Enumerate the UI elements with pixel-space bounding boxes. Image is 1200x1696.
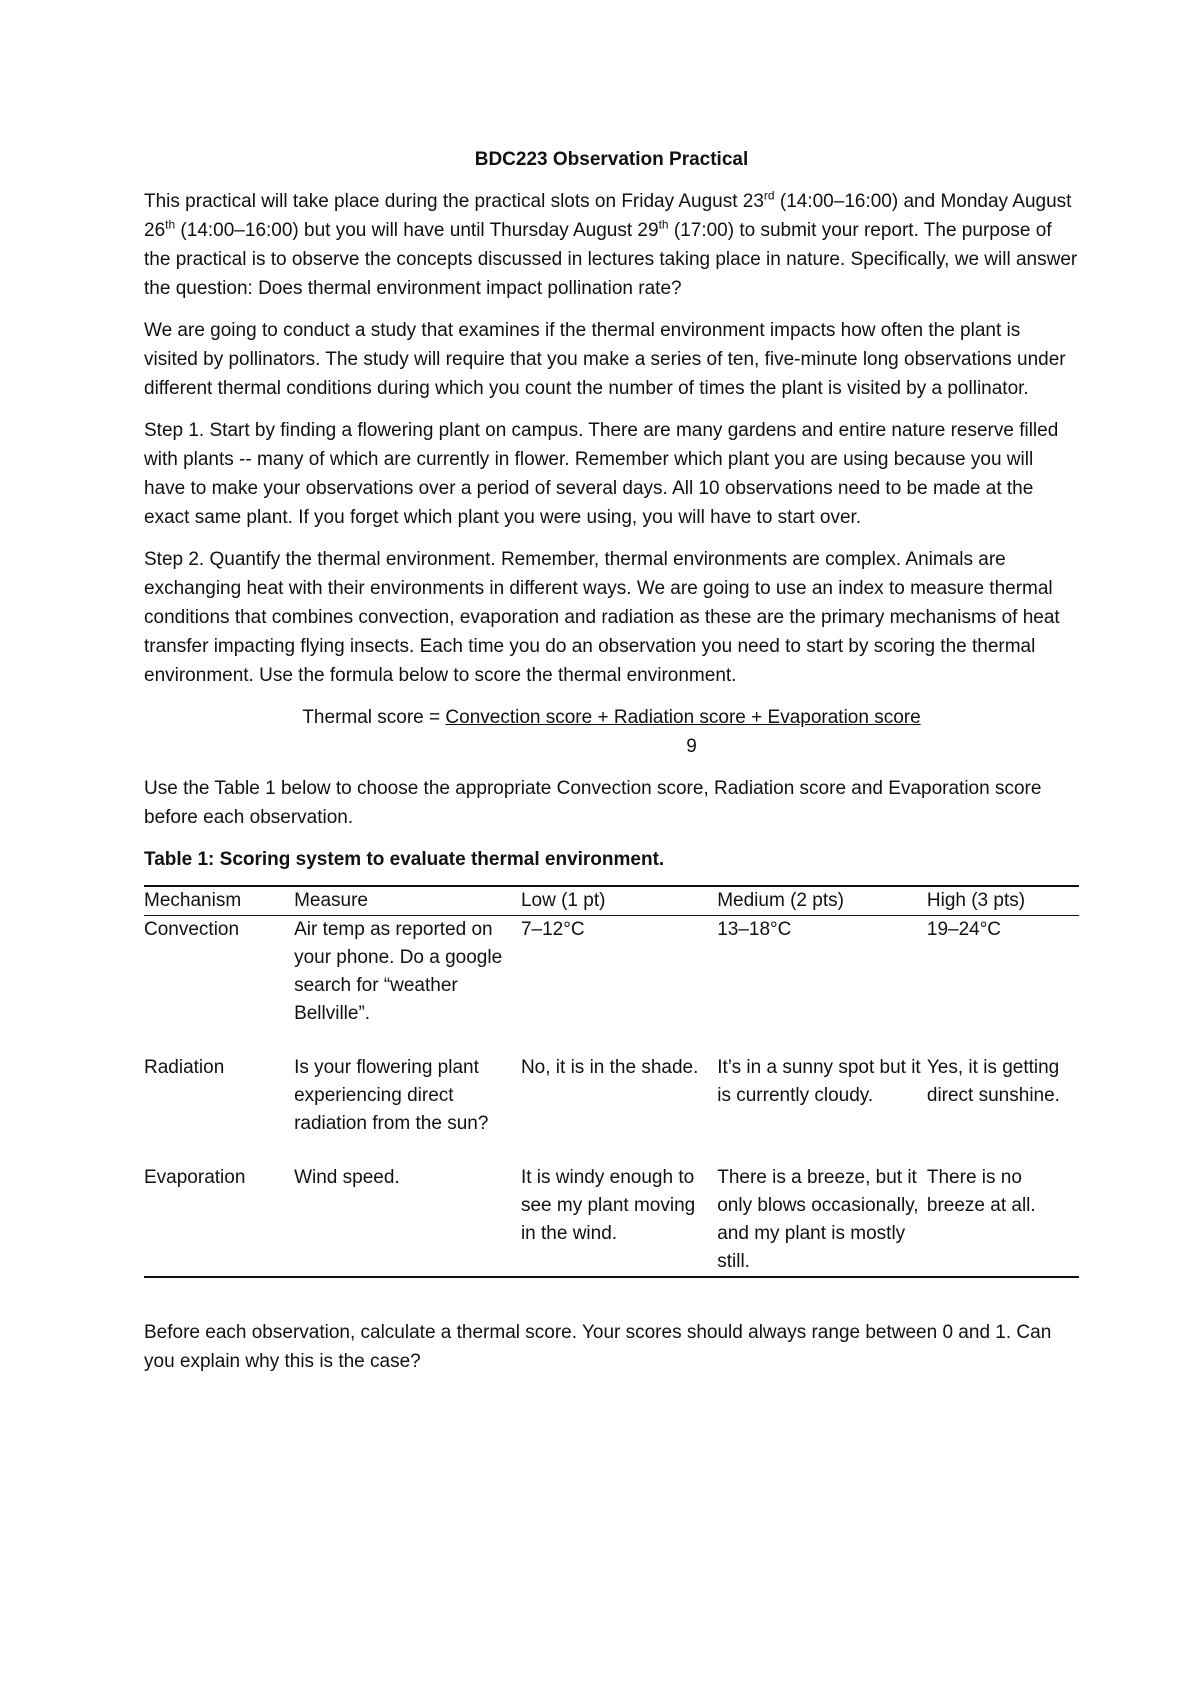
table-header-row bbox=[144, 886, 1079, 916]
table-row bbox=[144, 1054, 1079, 1164]
study-paragraph: We are going to conduct a study that examines if the thermal environment impacts how often the plant is visited by pollinators. The study will require that you make a series of ten, five-minute long observations under different thermal conditions during which you count the number of times the plant is visited by a pollinator. bbox=[144, 320, 1066, 399]
scoring-table bbox=[144, 885, 1079, 1278]
intro-text-3: (14:00–16:00) but you will have until Thursday August 29 bbox=[175, 220, 659, 241]
cell-medium: There is a breeze, but it only blows occasionally, and my plant is mostly still. bbox=[717, 1167, 919, 1272]
cell-high: Yes, it is getting direct sunshine. bbox=[926, 1057, 1060, 1106]
header-high: High (3 pts) bbox=[927, 886, 1079, 916]
thermal-score-formula bbox=[144, 703, 1079, 761]
use-table-paragraph: Use the Table 1 below to choose the appropriate Convection score, Radiation score and Evaporation score before each observation. bbox=[144, 778, 1042, 828]
cell-high: There is no breeze at all. bbox=[926, 1167, 1036, 1216]
header-low: Low (1 pt) bbox=[521, 886, 717, 916]
closing-paragraph: Before each observation, calculate a thermal score. Your scores should always range between 0 and 1. Can you explain why this is the case? bbox=[144, 1322, 1052, 1372]
cell-mechanism: Evaporation bbox=[144, 1167, 246, 1188]
cell-low: No, it is in the shade. bbox=[520, 1057, 699, 1078]
cell-measure: Is your flowering plant experiencing direct radiation from the sun? bbox=[294, 1057, 489, 1134]
cell-measure: Air temp as reported on your phone. Do a google search for “weather Bellville”. bbox=[294, 919, 503, 1024]
formula-denominator: 9 bbox=[686, 736, 697, 757]
intro-text-2: (14:00–16:00) and Monday August 26 bbox=[144, 191, 1072, 241]
intro-text-4: (17:00) to submit your report. The purpose of the practical is to observe the concepts discussed in lectures taking place in nature. Specifically, we will answer the question: Does thermal environment impact pollination rate? bbox=[144, 220, 1078, 299]
header-mechanism: Mechanism bbox=[144, 886, 294, 916]
superscript-th-1: th bbox=[165, 217, 176, 232]
cell-mechanism: Convection bbox=[144, 919, 240, 940]
table-row bbox=[144, 1164, 1079, 1277]
document-body bbox=[144, 145, 1079, 1389]
table-row bbox=[144, 916, 1079, 1055]
header-measure: Measure bbox=[294, 886, 521, 916]
step-2-paragraph: Step 2. Quantify the thermal environment. Remember, thermal environments are complex. Animals are exchanging heat with their environments in different ways. We are going to use an index to measure thermal conditions that combines convection, evaporation and radiation as these are the primary mechanisms of heat transfer impacting flying insects. Each time you do an observation you need to start by scoring the thermal environment. Use the formula below to score the thermal environment. bbox=[144, 549, 1060, 686]
document-title: BDC223 Observation Practical bbox=[474, 149, 749, 170]
header-medium: Medium (2 pts) bbox=[717, 886, 927, 916]
cell-medium: 13–18°C bbox=[717, 919, 792, 940]
superscript-th-2: th bbox=[658, 217, 669, 232]
superscript-rd: rd bbox=[763, 188, 775, 203]
intro-paragraph bbox=[144, 187, 1079, 303]
cell-measure: Wind speed. bbox=[294, 1167, 400, 1188]
cell-low: It is windy enough to see my plant moving in the wind. bbox=[520, 1167, 696, 1244]
cell-mechanism: Radiation bbox=[144, 1057, 225, 1078]
cell-high: 19–24°C bbox=[926, 919, 1002, 940]
step-1-paragraph: Step 1. Start by finding a flowering plant on campus. There are many gardens and entire nature reserve filled with plants -- many of which are currently in flower. Remember which plant you are using because you will have to make your observations over a period of several days. All 10 observations need to be made at the exact same plant. If you forget which plant you were using, you will have to start over. bbox=[144, 420, 1059, 528]
cell-low: 7–12°C bbox=[520, 919, 585, 940]
table-caption: Table 1: Scoring system to evaluate thermal environment. bbox=[144, 849, 665, 870]
formula-lhs: Thermal score = bbox=[302, 707, 446, 728]
cell-medium: It’s in a sunny spot but it is currently cloudy. bbox=[717, 1057, 921, 1106]
intro-text-1: This practical will take place during the practical slots on Friday August 23 bbox=[144, 191, 764, 212]
formula-numerator: Convection score + Radiation score + Evaporation score bbox=[445, 707, 921, 728]
